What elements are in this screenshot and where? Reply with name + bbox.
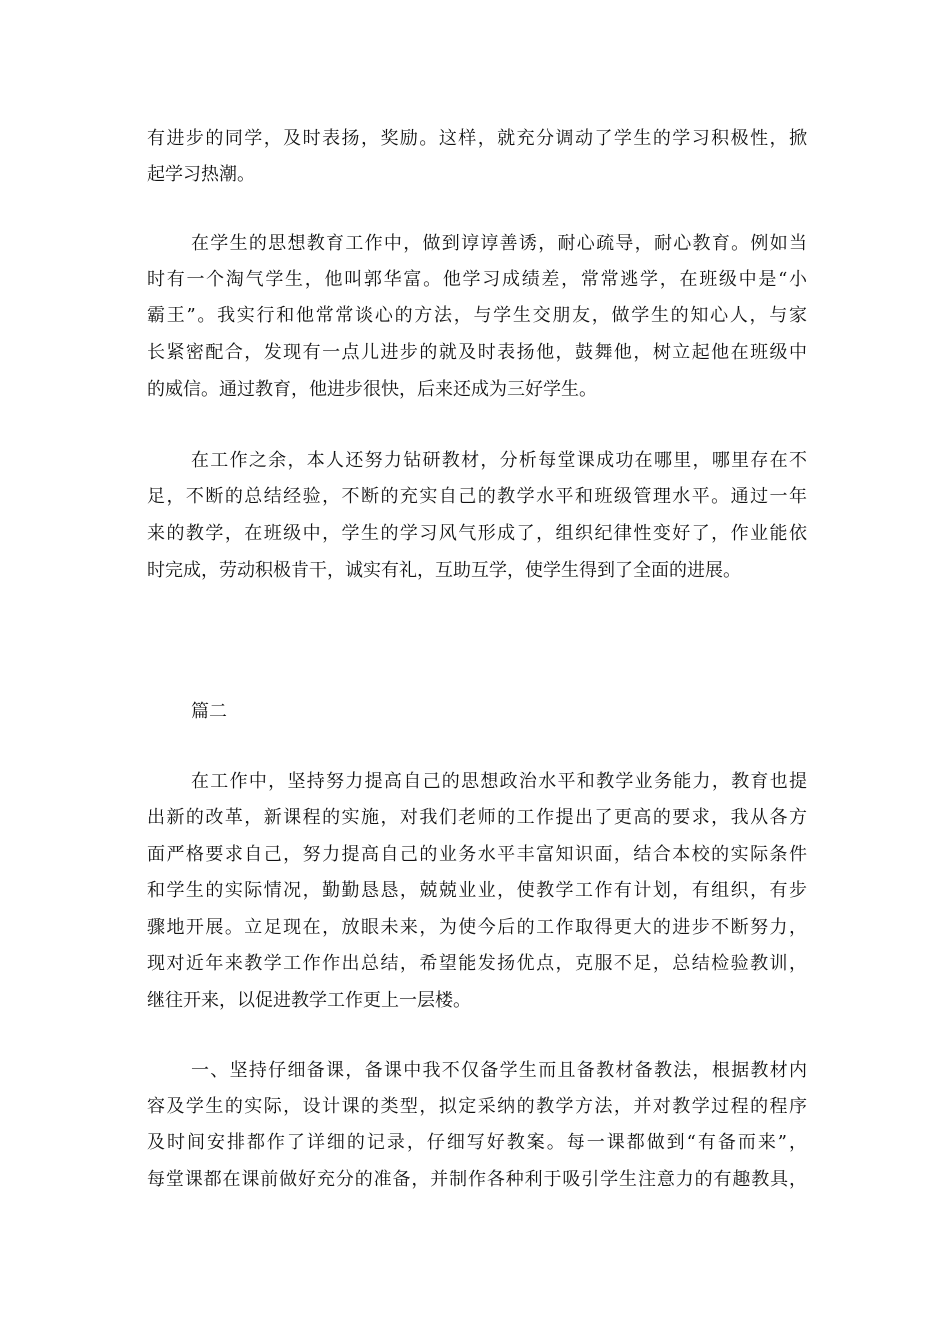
- paragraph-line: 继往开来，以促进教学工作更上一层楼。: [147, 990, 471, 1011]
- paragraph-line: 容及学生的实际，设计课的类型，拟定采纳的教学方法，并对教学过程的程序: [147, 1096, 807, 1117]
- paragraph-line: 和学生的实际情况，勤勤恳恳，兢兢业业，使教学工作有计划，有组织，有步: [147, 880, 807, 901]
- paragraph-line: 霸王”。我实行和他常常谈心的方法，与学生交朋友，做学生的知心人，与家: [147, 305, 807, 326]
- paragraph-line: 足，不断的总结经验，不断的充实自己的教学水平和班级管理水平。通过一年: [147, 486, 807, 507]
- paragraph-line: 时完成，劳动积极肯干，诚实有礼，互助互学，使学生得到了全面的进展。: [147, 560, 741, 581]
- paragraph-line: 的威信。通过教育，他进步很快，后来还成为三好学生。: [147, 379, 597, 400]
- paragraph-line: 时有一个淘气学生，他叫郭华富。他学习成绩差，常常逃学，在班级中是“小: [147, 269, 807, 290]
- paragraph-line: 骤地开展。立足现在，放眼未来，为使今后的工作取得更大的进步不断努力，: [147, 917, 807, 938]
- paragraph-line: 来的教学，在班级中，学生的学习风气形成了，组织纪律性变好了，作业能依: [147, 523, 807, 544]
- paragraph-line: 及时间安排都作了详细的记录，仔细写好教案。每一课都做到“有备而来”，: [147, 1132, 807, 1153]
- paragraph-line: 在工作之余，本人还努力钻研教材，分析每堂课成功在哪里，哪里存在不: [191, 450, 807, 471]
- section-heading: 篇二: [191, 701, 227, 722]
- paragraph-line: 起学习热潮。: [147, 164, 255, 185]
- paragraph-line: 在工作中，坚持努力提高自己的思想政治水平和教学业务能力，教育也提: [191, 771, 807, 792]
- paragraph-line: 现对近年来教学工作作出总结，希望能发扬优点，克服不足，总结检验教训，: [147, 953, 807, 974]
- paragraph-line: 每堂课都在课前做好充分的准备，并制作各种利于吸引学生注意力的有趣教具，: [147, 1169, 807, 1190]
- paragraph-line: 在学生的思想教育工作中，做到谆谆善诱，耐心疏导，耐心教育。例如当: [191, 233, 807, 254]
- paragraph-line: 长紧密配合，发现有一点儿进步的就及时表扬他，鼓舞他，树立起他在班级中: [147, 342, 807, 363]
- paragraph-line: 面严格要求自己，努力提高自己的业务水平丰富知识面，结合本校的实际条件: [147, 844, 807, 865]
- paragraph-line: 一、坚持仔细备课，备课中我不仅备学生而且备教材备教法，根据教材内: [191, 1060, 807, 1081]
- paragraph-line: 有进步的同学，及时表扬，奖励。这样，就充分调动了学生的学习积极性，掀: [147, 128, 807, 149]
- paragraph-line: 出新的改革，新课程的实施，对我们老师的工作提出了更高的要求，我从各方: [147, 807, 807, 828]
